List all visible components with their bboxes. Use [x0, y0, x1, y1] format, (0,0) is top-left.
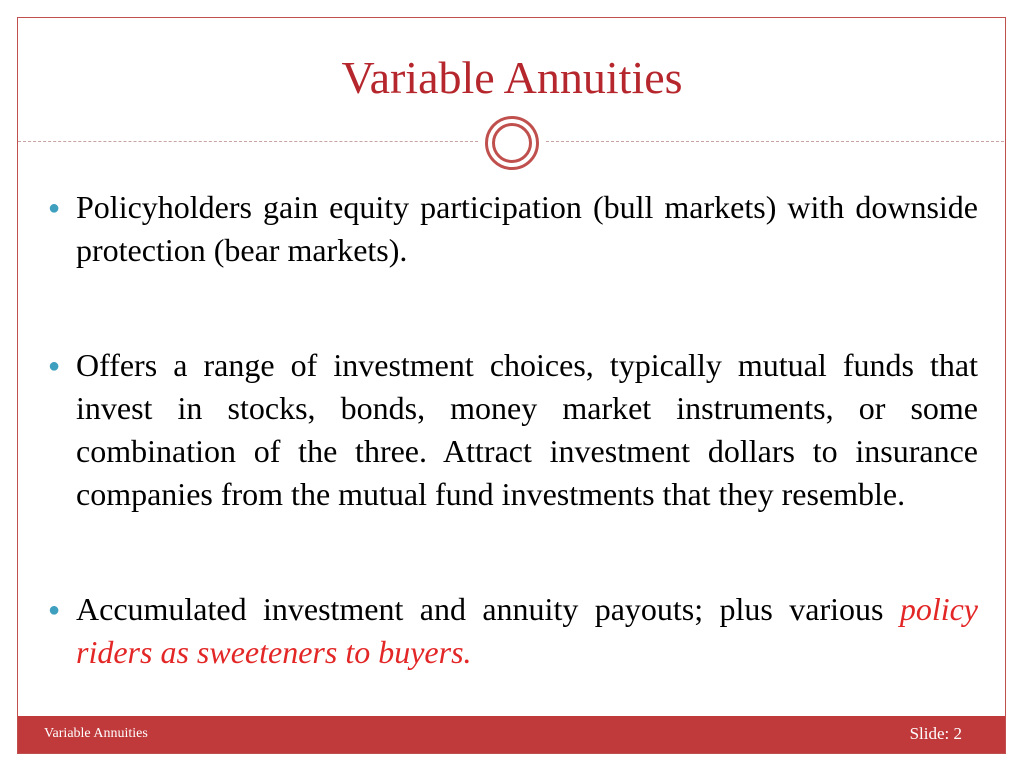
title-divider-left — [18, 141, 478, 142]
bullet-dot-icon: ● — [48, 197, 61, 219]
footer-bar — [18, 716, 1005, 753]
bullet-item-investment-choices — [48, 344, 978, 516]
title-divider-right — [546, 141, 1004, 142]
bullet-item-payouts — [48, 588, 978, 674]
bullet-text: Accumulated investment and annuity payouts; plus various — [76, 591, 900, 627]
bullet-dot-icon: ● — [48, 599, 61, 621]
footer-title: Variable Annuities — [44, 726, 148, 741]
bullet-item-equity-participation — [48, 186, 978, 272]
slide-title: Variable Annuities — [341, 52, 683, 103]
bullet-emphasis-text: policy riders as sweeteners to buyers. — [76, 591, 978, 670]
bullet-dot-icon: ● — [48, 355, 61, 377]
double-circle-ornament-icon — [485, 116, 539, 170]
slide-number: Slide: 2 — [909, 724, 962, 743]
bullet-text: Offers a range of investment choices, typically mutual funds that invest in stocks, bonds, money market instruments, or some combination of the three. Attract investment dollars to insurance companies from the mutual fund investments that they resemble. — [76, 347, 978, 512]
bullet-list — [48, 186, 978, 674]
bullet-text: Policyholders gain equity participation (bull markets) with downside protection (bear markets). — [76, 189, 978, 268]
